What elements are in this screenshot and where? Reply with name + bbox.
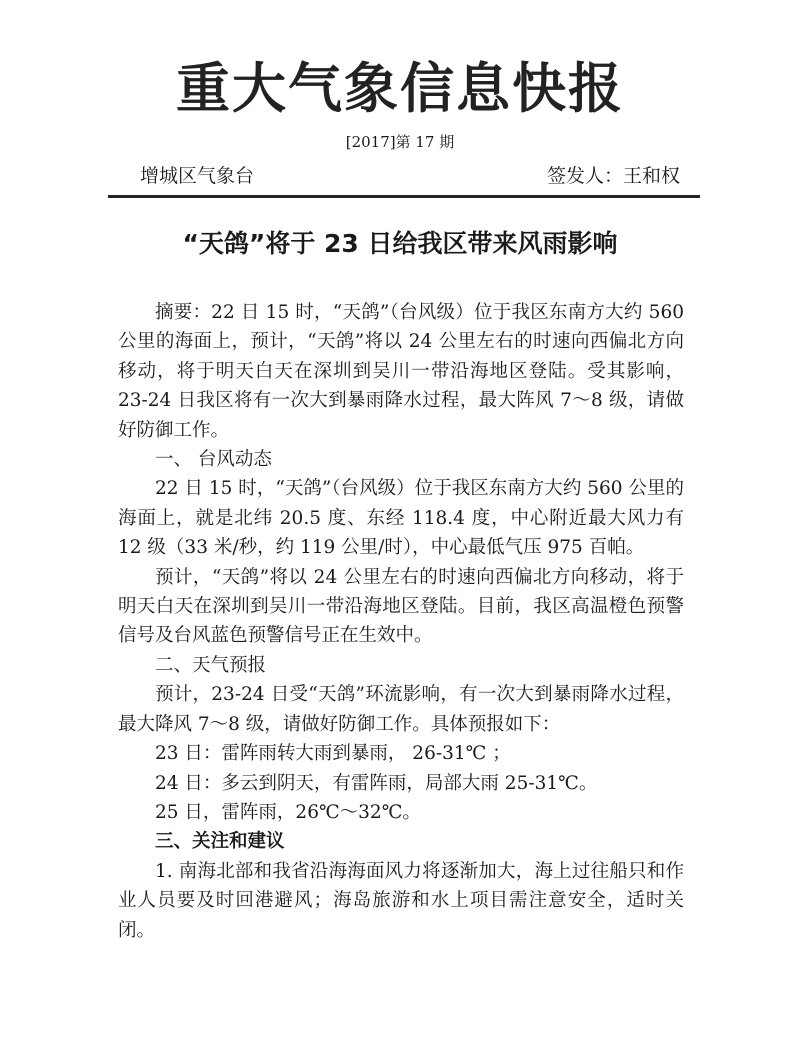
forecast-intro-paragraph: 预计，23-24 日受“天鸽”环流影响，有一次大到暴雨降水过程，最大降风 7～8 级，请做好防御工作。具体预报如下： xyxy=(118,684,684,735)
forecast-day-25: 25 日，雷阵雨，26℃～32℃。 xyxy=(155,801,421,823)
header-divider xyxy=(108,195,700,198)
article-body xyxy=(118,298,684,945)
section-heading-typhoon-status: 一、 台风动态 xyxy=(155,449,272,471)
headline: “天鸽”将于 23 日给我区带来风雨影响 xyxy=(182,229,618,258)
forecast-day-23: 23 日：雷阵雨转大雨到暴雨， 26-31℃ ； xyxy=(155,743,511,765)
issue-number: [2017]第 17 期 xyxy=(345,133,455,151)
signer: 签发人：王和权 xyxy=(546,165,680,187)
advice-paragraph-1: 1. 南海北部和我省沿海海面风力将逐渐加大，海上过往船只和作业人员要及时回港避风；海岛旅游和水上项目需注意安全，适时关闭。 xyxy=(118,860,684,941)
typhoon-status-paragraph-1: 22 日 15 时，“天鸽”（台风级）位于我区东南方大约 560 公里的海面上，就是北纬 20.5 度、东经 118.4 度，中心附近最大风力有 12 级（33 米/秒，约 119 公里/时），中心最低气压 975 百帕。 xyxy=(118,478,684,559)
forecast-day-24: 24 日：多云到阴天，有雷阵雨，局部大雨 25-31℃。 xyxy=(155,772,598,794)
section-heading-advice: 三、关注和建议 xyxy=(155,831,285,853)
typhoon-status-paragraph-2: 预计，“天鸽”将以 24 公里左右的时速向西偏北方向移动，将于明天白天在深圳到吴川一带沿海地区登陆。目前，我区高温橙色预警信号及台风蓝色预警信号正在生效中。 xyxy=(118,566,684,647)
bulletin-title: 重大气象信息快报 xyxy=(176,56,624,120)
issuing-office: 增城区气象台 xyxy=(140,165,255,187)
section-heading-forecast: 二、天气预报 xyxy=(155,654,267,676)
summary-paragraph: 摘要：22 日 15 时，“天鸽”（台风级）位于我区东南方大约 560 公里的海面上，预计，“天鸽”将以 24 公里左右的时速向西偏北方向移动，将于明天白天在深圳到吴川一带沿海地区登陆。受其影响，23-24 日我区将有一次大到暴雨降水过程，最大阵风 7～8 级，请做好防御工作。 xyxy=(118,302,684,441)
